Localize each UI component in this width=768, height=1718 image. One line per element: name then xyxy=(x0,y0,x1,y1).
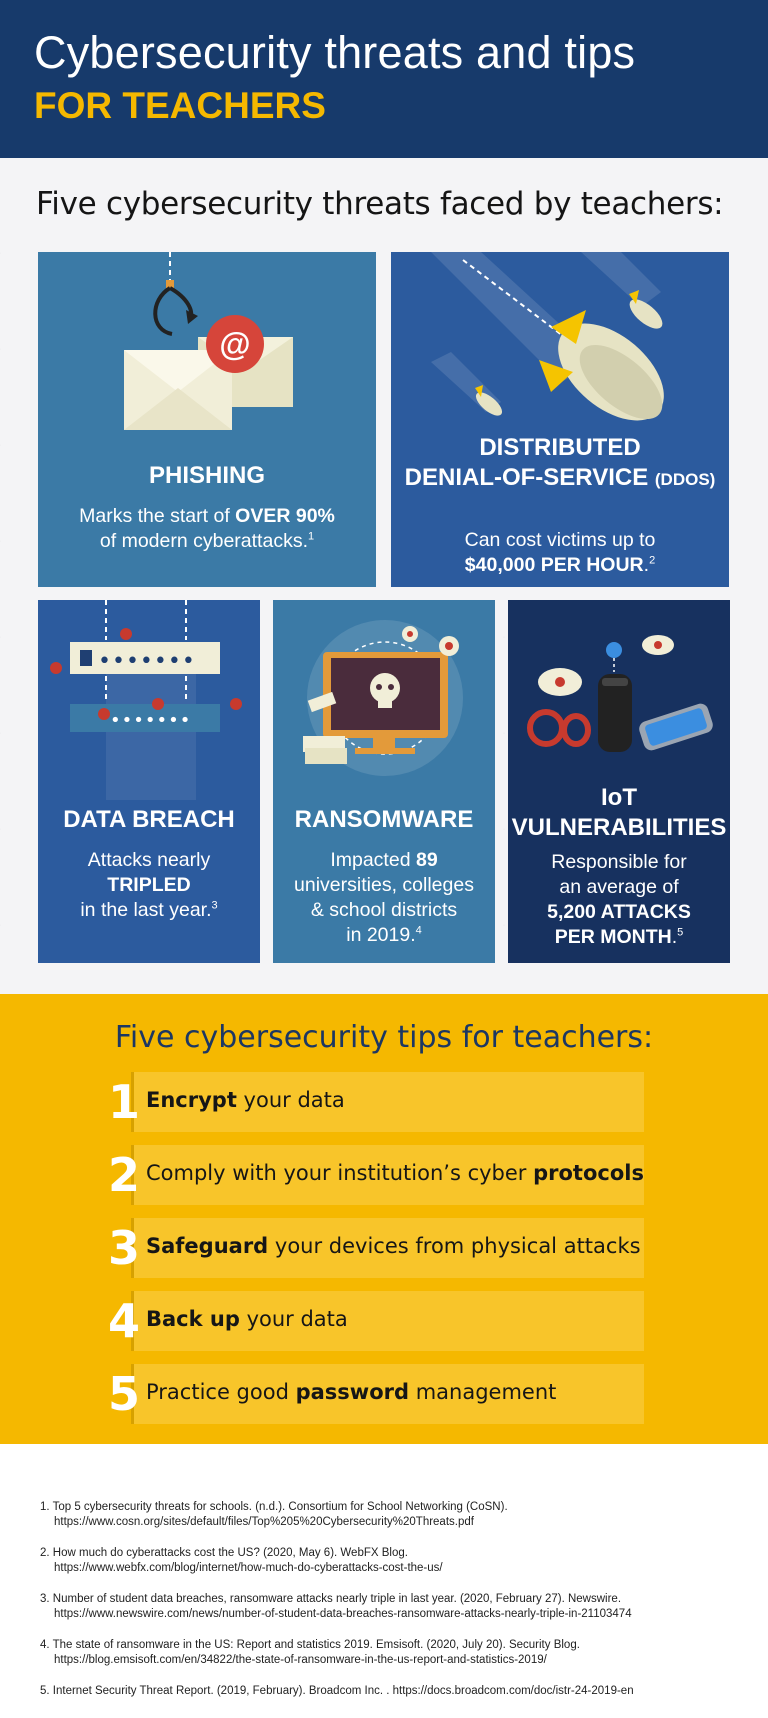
breach-desc-text-2: in the last year. xyxy=(80,898,212,921)
ransom-desc-text-4: in 2019. xyxy=(346,923,416,946)
svg-text:@: @ xyxy=(219,326,251,362)
page-subtitle: FOR TEACHERS xyxy=(34,85,326,126)
ransom-desc-text: Impacted xyxy=(330,849,416,871)
iot-desc-text-2: an average of xyxy=(559,875,679,898)
tip-text xyxy=(146,1234,641,1258)
iot-desc-text: Responsible for xyxy=(551,851,687,873)
iot-card xyxy=(508,600,730,963)
ddos-desc-stat: $40,000 PER HOUR xyxy=(464,553,644,576)
threats-heading: Five cybersecurity threats faced by teachers: xyxy=(36,186,724,222)
tip-text-bold: Encrypt xyxy=(146,1088,237,1112)
reference-citation: 4. The state of ransomware in the US: Report and statistics 2019. Emsisoft. (2020, July 20). Security Blog. xyxy=(40,1639,580,1651)
phishing-card xyxy=(38,252,376,587)
missile-icon xyxy=(391,252,729,432)
tip-text xyxy=(146,1380,556,1404)
ransomware-description xyxy=(283,848,485,948)
breach-desc-text: Attacks nearly xyxy=(87,849,211,871)
iot-desc-stat-2: PER MONTH xyxy=(554,925,672,948)
iot-devices-icon xyxy=(508,600,730,780)
ransomware-title: RANSOMWARE xyxy=(294,806,474,833)
svg-text:•••••••: ••••••• xyxy=(110,710,192,731)
breach-desc-stat: TRIPLED xyxy=(107,873,191,896)
tip-text xyxy=(146,1307,348,1331)
tip-text-rest: Comply with your institution’s cyber xyxy=(146,1161,534,1185)
phishing-desc-text-2: of modern cyberattacks. xyxy=(99,529,308,552)
ransomware-monitor-icon xyxy=(273,600,495,800)
ddos-title-line1: DISTRIBUTED xyxy=(479,434,641,461)
ransomware-card xyxy=(273,600,495,963)
tip-text-rest: your data xyxy=(236,1088,345,1112)
tip-text-bold: Back up xyxy=(146,1307,240,1331)
reference-item-3 xyxy=(40,1592,740,1622)
reference-url[interactable]: https://www.newswire.com/news/number-of-student-data-breaches-ransomware-attacks-nearly-triple-in-21103474 xyxy=(54,1608,632,1620)
ddos-card xyxy=(391,252,729,587)
ddos-title-line2 xyxy=(391,464,729,493)
reference-citation: 2. How much do cyberattacks cost the US? (2020, May 6). WebFX Blog. xyxy=(40,1547,408,1559)
tip-text-rest: your data xyxy=(239,1307,348,1331)
ransom-desc-text-2: universities, colleges xyxy=(294,873,474,896)
ransom-desc-stat: 89 xyxy=(415,849,438,871)
ddos-title-abbrev: (DDOS) xyxy=(654,470,716,489)
password-bug-icon xyxy=(38,600,260,800)
tip-number: 1 xyxy=(108,1075,141,1129)
ddos-title-main: DENIAL-OF-SERVICE xyxy=(404,464,649,491)
tip-number: 3 xyxy=(108,1221,141,1275)
tip-text-rest-2: management xyxy=(409,1380,557,1404)
reference-item-5 xyxy=(40,1684,740,1699)
phishing-desc-stat: OVER 90% xyxy=(235,505,335,527)
iot-desc-stat: 5,200 ATTACKS xyxy=(547,900,691,923)
reference-item-1 xyxy=(40,1500,740,1530)
reference-item-2 xyxy=(40,1546,740,1576)
tip-text xyxy=(146,1088,345,1112)
ransom-desc-text-3: & school districts xyxy=(310,898,458,921)
phishing-description xyxy=(48,504,366,554)
breach-ref: 3 xyxy=(211,899,218,912)
tip-item-2 xyxy=(108,1145,644,1205)
tip-text-bold: Safeguard xyxy=(146,1234,269,1258)
ransom-ref: 4 xyxy=(415,924,422,937)
data-breach-description xyxy=(48,848,250,923)
reference-url[interactable]: https://blog.emsisoft.com/en/34822/the-state-of-ransomware-in-the-us-report-and-statistics-2019/ xyxy=(54,1654,547,1666)
phishing-ref: 1 xyxy=(307,530,315,543)
iot-title-line1: IoT xyxy=(601,784,637,811)
tip-item-5 xyxy=(108,1364,644,1424)
page-title: Cybersecurity threats and tips xyxy=(34,27,636,78)
phishing-desc-text: Marks the start of xyxy=(79,505,236,527)
iot-description: Responsible for an average of 5,200 ATTACKS PER MONTH.$^5$ xyxy=(547,851,691,948)
phishing-envelope-icon xyxy=(38,252,376,462)
reference-citation: 3. Number of student data breaches, ransomware attacks nearly triple in last year. (2020, February 27). Newswire. xyxy=(40,1593,622,1605)
reference-url[interactable]: https://www.webfx.com/blog/internet/how-much-do-cyberattacks-cost-the-us/ xyxy=(54,1562,443,1574)
ddos-description: Can cost victims up to $40,000 PER HOUR.$^2$ xyxy=(464,529,656,576)
tip-text-bold: protocols xyxy=(533,1161,644,1185)
data-breach-card xyxy=(38,600,260,963)
reference-citation: 5. Internet Security Threat Report. (2019, February). Broadcom Inc. . https://docs.broadcom.com/doc/istr-24-2019-en xyxy=(40,1685,634,1697)
iot-ref: 5 xyxy=(677,926,684,939)
header-banner xyxy=(0,0,768,158)
tip-item-4 xyxy=(108,1291,644,1351)
svg-text:•••••••: ••••••• xyxy=(98,649,196,674)
tip-number: 4 xyxy=(108,1294,141,1348)
references-section xyxy=(0,1444,768,1718)
tip-item-3 xyxy=(108,1218,644,1278)
reference-url[interactable]: https://www.cosn.org/sites/default/files/Top%205%20Cybersecurity%20Threats.pdf xyxy=(54,1516,474,1528)
tip-number: 2 xyxy=(108,1148,141,1202)
tip-text-rest: Practice good xyxy=(146,1380,296,1404)
tip-text-bold: password xyxy=(295,1380,410,1404)
ddos-desc-text: Can cost victims up to xyxy=(464,529,656,551)
reference-citation: 1. Top 5 cybersecurity threats for schools. (n.d.). Consortium for School Networking (CoSN). xyxy=(40,1501,508,1513)
tip-text-rest: your devices from physical attacks xyxy=(268,1234,641,1258)
phishing-title: PHISHING xyxy=(148,462,265,489)
reference-item-4 xyxy=(40,1638,740,1668)
iot-title-line2: VULNERABILITIES xyxy=(511,814,727,841)
tip-text xyxy=(146,1161,644,1185)
tip-item-1 xyxy=(108,1072,644,1132)
tips-heading: Five cybersecurity tips for teachers: xyxy=(114,1020,654,1055)
tip-number: 5 xyxy=(108,1367,141,1421)
data-breach-title: DATA BREACH xyxy=(63,806,235,833)
ddos-ref: 2 xyxy=(649,554,656,567)
